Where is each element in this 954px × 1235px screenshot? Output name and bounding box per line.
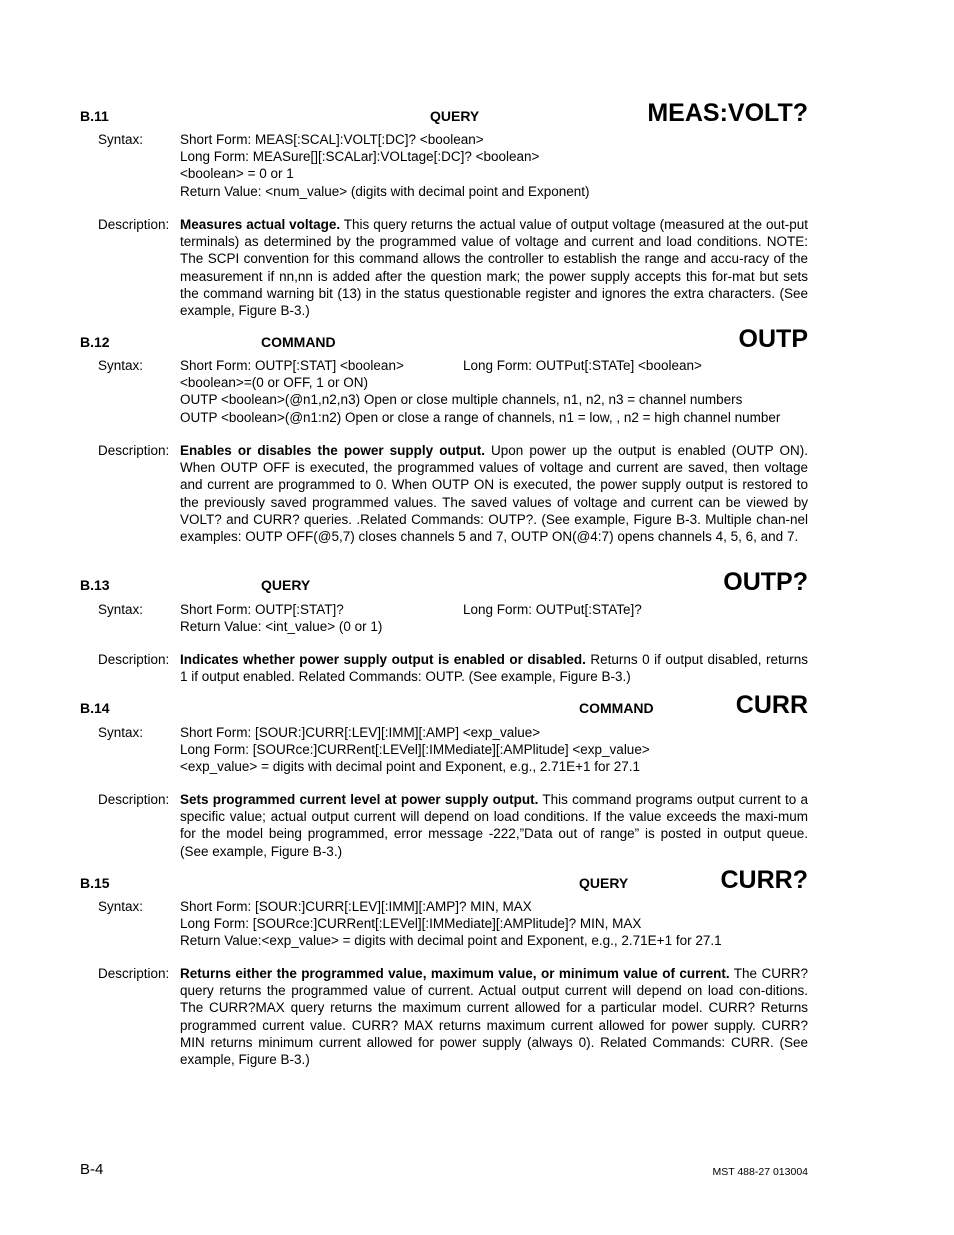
section-type: QUERY	[579, 875, 629, 891]
description-label: Description:	[98, 792, 170, 807]
syntax-line: Short Form: [SOUR:]CURR[:LEV][:IMM][:AMP] <exp_value>	[180, 725, 541, 740]
syntax-label: Syntax:	[98, 358, 144, 373]
syntax-line: <boolean> = 0 or 1	[180, 166, 294, 182]
description-text	[180, 651, 808, 685]
description-lead: Sets programmed current level at power supply output.	[180, 792, 539, 807]
syntax-line: Return Value: <num_value> (digits with decimal point and Exponent)	[180, 183, 590, 199]
description-text	[180, 965, 808, 1068]
description-lead: Indicates whether power supply output is enabled or disabled.	[180, 652, 586, 667]
description-lead: Enables or disables the power supply output.	[180, 443, 485, 458]
syntax-line: Long Form: MEASure[][:SCALar]:VOLtage[:DC]? <boolean>	[180, 149, 540, 165]
section-type: COMMAND	[579, 700, 654, 716]
description-label: Description:	[98, 217, 170, 232]
document-id: MST 488-27 013004	[712, 1166, 808, 1178]
syntax-label: Syntax:	[98, 725, 144, 740]
section-number: B.15	[80, 875, 110, 891]
section-number: B.11	[80, 108, 109, 124]
syntax-line: Long Form: [SOURce:]CURRent[:LEVel][:IMMediate][:AMPlitude] <exp_value>	[180, 742, 650, 758]
syntax-label: Syntax:	[98, 899, 144, 914]
syntax-line: Short Form: OUTP[:STAT] <boolean>	[180, 358, 404, 373]
section-type: QUERY	[261, 577, 311, 593]
section-number: B.12	[80, 334, 110, 350]
description-text	[180, 442, 808, 545]
description-body: This command programs output current to a specific value; actual output current will depend on load conditions. If the value exceeds the maxi-mum for the model being programmed, error message -222,”Data out of range” is posted in output queue. (See example, Figure B-3.)	[180, 792, 808, 859]
section-title: OUTP?	[723, 568, 808, 596]
description-body: Upon power up the output is enabled (OUTP ON). When OUTP OFF is executed, the programmed values of voltage and current are saved, then voltage and current are programmed to 0. When OUTP ON is executed, the power supply output is restored to the previously saved programmed values. The saved values of voltage and current can be viewed by VOLT? and CURR? queries. .Related Commands: OUTP?. (See example, Figure B-3. Multiple chan-nel examples: OUTP OFF(@5,7) closes channels 5 and 7, OUTP ON(@4:7) opens channels 4, 5, 6, and 7.	[180, 443, 808, 545]
description-text	[180, 216, 808, 319]
section-title: OUTP	[738, 325, 808, 353]
section-number: B.13	[80, 577, 110, 593]
syntax-line: Return Value: <int_value> (0 or 1)	[180, 619, 383, 635]
section-type: COMMAND	[261, 334, 336, 350]
description-lead: Returns either the programmed value, maximum value, or minimum value of current.	[180, 966, 730, 981]
syntax-line: Short Form: [SOUR:]CURR[:LEV][:IMM][:AMP]? MIN, MAX	[180, 899, 532, 914]
syntax-line: OUTP <boolean>(@n1,n2,n3) Open or close multiple channels, n1, n2, n3 = channel numbers	[180, 392, 743, 408]
section-title: CURR	[735, 691, 808, 719]
syntax-line: Return Value:<exp_value> = digits with decimal point and Exponent, e.g., 2.71E+1 for 27.1	[180, 933, 722, 949]
syntax-line: Short Form: OUTP[:STAT]?	[180, 602, 344, 617]
description-lead: Measures actual voltage.	[180, 217, 341, 232]
section-title: CURR?	[720, 866, 808, 894]
description-text	[180, 791, 808, 860]
description-body: This query returns the actual value of output voltage (measured at the out-put terminals) as determined by the programmed value of voltage and current and load conditions. NOTE: The SCPI convention for this command allows the controller to establish the range and accu-racy of the measurement if nn,nn is added after the question mark; the power supply accepts this for-mat but sets the command warning bit (13) in the status questionable register and ignores the extra characters. (See example, Figure B-3.)	[180, 217, 808, 319]
description-body: Returns 0 if output disabled, returns 1 if output enabled. Related Commands: OUTP. (See example, Figure B-3.)	[180, 652, 809, 685]
description-label: Description:	[98, 652, 170, 667]
syntax-line: <boolean>=(0 or OFF, 1 or ON)	[180, 375, 368, 391]
description-label: Description:	[98, 443, 170, 458]
syntax-long-form: Long Form: OUTPut[:STATe]?	[463, 602, 642, 617]
syntax-block	[180, 131, 808, 200]
syntax-label: Syntax:	[98, 132, 144, 147]
description-label: Description:	[98, 966, 170, 981]
syntax-block	[180, 898, 808, 950]
syntax-line: Short Form: MEAS[:SCAL]:VOLT[:DC]? <boolean>	[180, 132, 484, 147]
description-body: The CURR? query returns the programmed value of current. Actual output current will depend on load con-ditions. The CURR?MAX query returns the maximum current allowed for a particular model. CURR? Returns programmed current value. CURR? MAX returns maximum current allowed for power supply. CURR? MIN returns minimum current allowed for power supply (always 0). Related Commands: CURR. (See example, Figure B-3.)	[180, 966, 808, 1068]
syntax-block	[180, 724, 808, 776]
syntax-line: <exp_value> = digits with decimal point and Exponent, e.g., 2.71E+1 for 27.1	[180, 759, 641, 775]
section-number: B.14	[80, 700, 110, 716]
syntax-line: OUTP <boolean>(@n1:n2) Open or close a range of channels, n1 = low, , n2 = high channel number	[180, 409, 781, 425]
syntax-label: Syntax:	[98, 602, 144, 617]
section-title: MEAS:VOLT?	[647, 99, 808, 127]
syntax-long-form: Long Form: OUTPut[:STATe] <boolean>	[463, 358, 702, 373]
section-type: QUERY	[430, 108, 480, 124]
syntax-line: Long Form: [SOURce:]CURRent[:LEVel][:IMMediate][:AMPlitude]? MIN, MAX	[180, 916, 642, 932]
page-number: B-4	[80, 1161, 104, 1178]
